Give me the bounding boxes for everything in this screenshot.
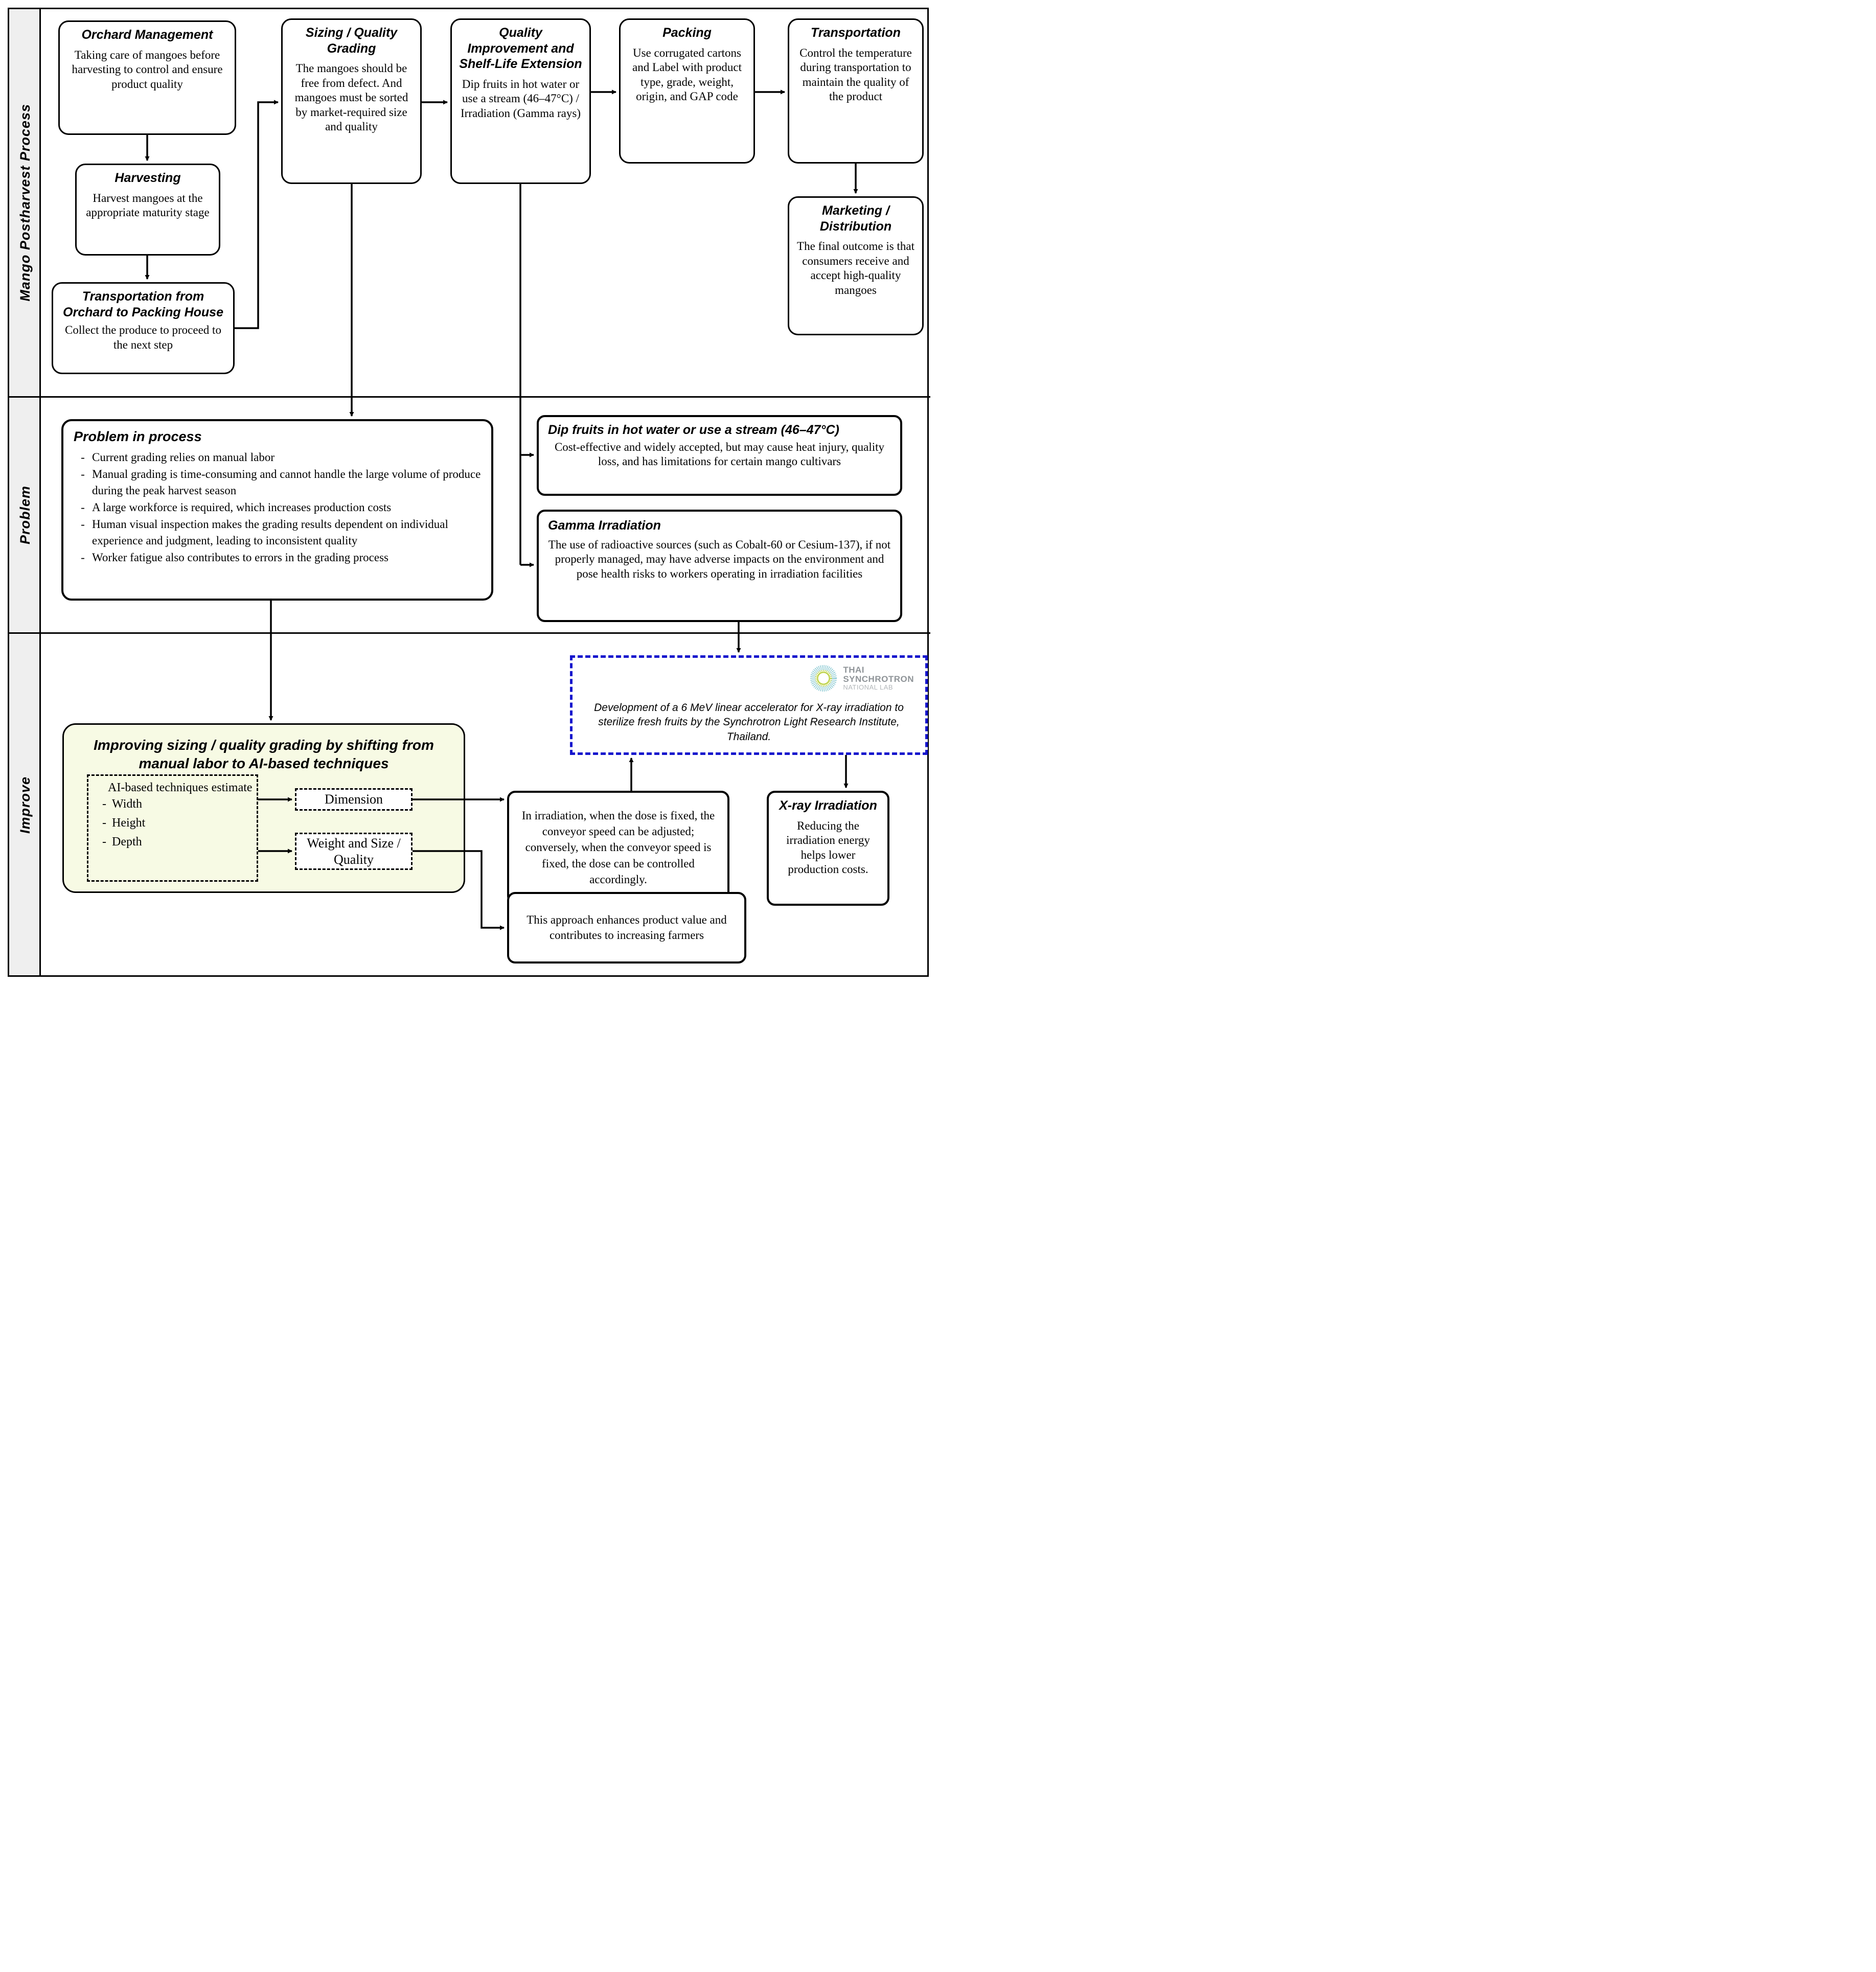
- bullet-dash: -: [81, 517, 85, 531]
- improve-section-label: Improve: [17, 776, 33, 834]
- packing-body: Use corrugated cartons and Label with product type, grade, weight, origin, and GAP code: [632, 46, 742, 103]
- gamma-irradiation-title: Gamma Irradiation: [548, 518, 661, 533]
- flowchart-page: [0, 0, 938, 986]
- bullet-dash: -: [81, 467, 85, 480]
- ai-item-text: Width: [112, 797, 143, 811]
- synchrotron-dashed-box: [570, 655, 928, 755]
- problem-item-text: A large workforce is required, which increases production costs: [92, 500, 392, 514]
- gamma-irradiation-body: The use of radioactive sources (such as Cobalt-60 or Cesium-137), if not properly managed, may have adverse impacts on the environment and pose health risks to workers operating in irradiation facilities: [548, 538, 891, 580]
- weight-size-quality-label: Weight and Size / Quality: [307, 836, 401, 867]
- irradiation-dose-note: In irradiation, when the dose is fixed, the conveyor speed can be adjusted; conversely, when the conveyor speed is fixed, the dose can be controlled accordingly.: [521, 809, 715, 886]
- harvesting-body: Harvest mangoes at the appropriate maturity stage: [86, 191, 210, 219]
- xray-irradiation-box: [767, 791, 889, 906]
- marketing-distribution-box: [788, 196, 924, 335]
- bullet-dash: -: [102, 835, 106, 849]
- xray-irradiation-title: X-ray Irradiation: [779, 798, 877, 813]
- sidebar-label-improve: [9, 634, 41, 977]
- logo-line2: SYNCHROTRON: [843, 674, 914, 684]
- bullet-dash: -: [102, 816, 106, 830]
- packing-title: Packing: [662, 26, 712, 40]
- sizing-grading-body: The mangoes should be free from defect. And mangoes must be sorted by market-required size and quality: [294, 62, 408, 133]
- harvesting-box: [75, 164, 220, 256]
- sizing-grading-box: [281, 18, 422, 184]
- ai-improvement-title: Improving sizing / quality grading by shifting from manual labor to AI-based techniques: [94, 737, 434, 772]
- transport-orchard-box: [52, 282, 235, 374]
- quality-improvement-body: Dip fruits in hot water or use a stream (46–47°C) / Irradiation (Gamma rays): [460, 77, 581, 120]
- weight-size-quality-box: [295, 833, 413, 870]
- sizing-grading-title: Sizing / Quality Grading: [305, 26, 398, 56]
- synchrotron-logo-text: [843, 666, 914, 691]
- logo-line1: THAI: [843, 665, 864, 675]
- orchard-management-title: Orchard Management: [81, 28, 213, 42]
- sidebar-label-process: [9, 9, 41, 396]
- problem-in-process-title: Problem in process: [74, 429, 202, 444]
- section-divider-1: [8, 396, 930, 398]
- dip-hot-water-body: Cost-effective and widely accepted, but may cause heat injury, quality loss, and has limitations for certain mango cultivars: [554, 440, 885, 468]
- bullet-dash: -: [81, 551, 85, 564]
- synchrotron-logo: [809, 664, 914, 693]
- ai-item: [97, 833, 253, 852]
- dip-hot-water-box: [537, 415, 902, 496]
- problem-item-text: Current grading relies on manual labor: [92, 450, 275, 464]
- xray-irradiation-body: Reducing the irradiation energy helps lower production costs.: [786, 819, 870, 876]
- product-value-note-box: [507, 892, 746, 964]
- transport-orchard-title: Transportation from Orchard to Packing House: [63, 289, 223, 319]
- bullet-dash: -: [81, 450, 85, 464]
- problem-section-label: Problem: [17, 485, 33, 545]
- ai-item: [97, 814, 253, 833]
- ai-item-text: Height: [112, 816, 146, 830]
- problem-item: [74, 516, 481, 549]
- gamma-irradiation-box: [537, 510, 902, 622]
- orchard-management-box: [58, 20, 236, 135]
- transportation-title: Transportation: [811, 26, 901, 40]
- dimension-label: Dimension: [324, 792, 383, 807]
- logo-line3: NATIONAL LAB: [843, 683, 894, 692]
- problem-item-text: Manual grading is time-consuming and cannot handle the large volume of produce during the peak harvest season: [92, 467, 481, 497]
- synchrotron-caption: Development of a 6 MeV linear accelerator for X-ray irradiation to sterilize fresh fruits by the Synchrotron Light Research Institute, Thailand.: [594, 702, 904, 743]
- problem-item: [74, 449, 481, 466]
- problem-in-process-box: [61, 419, 493, 601]
- ai-techniques-box: [87, 774, 258, 882]
- product-value-note: This approach enhances product value and contributes to increasing farmers: [527, 913, 727, 942]
- dip-hot-water-title: Dip fruits in hot water or use a stream (46–47°C): [548, 423, 839, 437]
- transportation-box: [788, 18, 924, 164]
- problem-item-text: Worker fatigue also contributes to errors in the grading process: [92, 551, 388, 564]
- harvesting-title: Harvesting: [115, 171, 181, 185]
- dimension-box: [295, 788, 413, 811]
- packing-box: [619, 18, 755, 164]
- ai-item: [97, 795, 253, 814]
- synchrotron-logo-icon: [809, 664, 838, 693]
- marketing-distribution-title: Marketing / Distribution: [819, 203, 892, 234]
- bullet-dash: -: [102, 797, 106, 811]
- process-section-label: Mango Postharvest Process: [17, 104, 33, 302]
- problem-item: [74, 466, 481, 499]
- quality-improvement-title: Quality Improvement and Shelf-Life Extension: [459, 26, 582, 71]
- irradiation-dose-note-box: [507, 791, 729, 904]
- problem-item: [74, 499, 481, 516]
- transport-orchard-body: Collect the produce to proceed to the next step: [65, 324, 221, 351]
- bullet-dash: -: [81, 500, 85, 514]
- quality-improvement-box: [450, 18, 591, 184]
- orchard-management-body: Taking care of mangoes before harvesting to control and ensure product quality: [72, 48, 223, 90]
- ai-item-text: Depth: [112, 835, 142, 849]
- transportation-body: Control the temperature during transportation to maintain the quality of the product: [799, 46, 912, 103]
- marketing-distribution-body: The final outcome is that consumers receive and accept high-quality mangoes: [797, 240, 914, 296]
- sidebar-label-problem: [9, 398, 41, 632]
- problem-item: [74, 549, 481, 566]
- section-divider-2: [8, 632, 930, 634]
- problem-item-text: Human visual inspection makes the grading results dependent on individual experience and judgment, leading to inconsistent quality: [92, 517, 448, 547]
- ai-techniques-intro: AI-based techniques estimate: [108, 781, 253, 794]
